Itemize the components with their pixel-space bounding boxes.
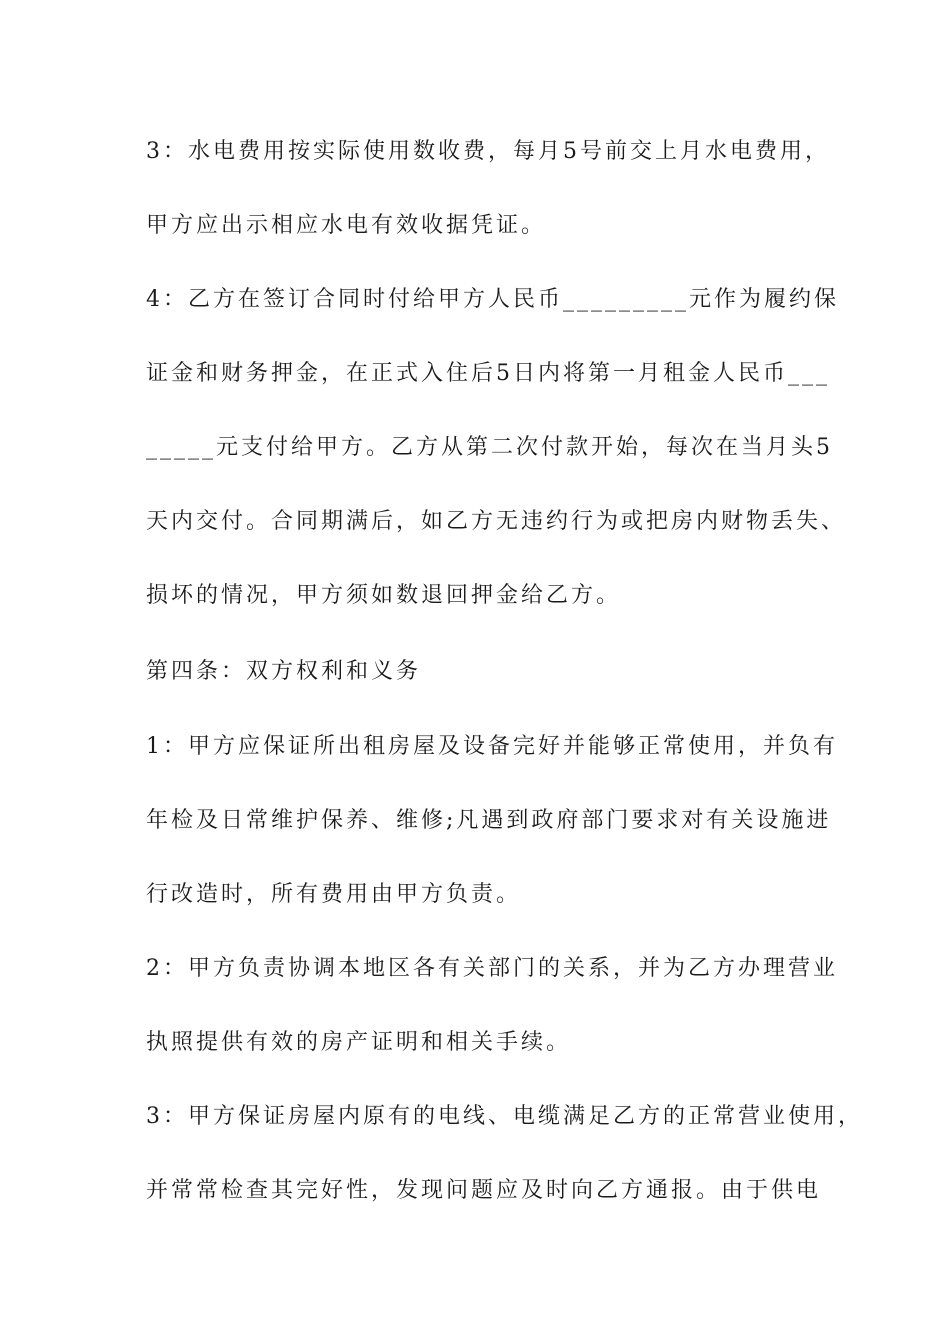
text-line: _____元支付给甲方。乙方从第二次付款开始，每次在当月头5 xyxy=(146,435,833,460)
text-line: 3：甲方保证房屋内原有的电线、电缆满足乙方的正常营业使用， xyxy=(146,1104,863,1129)
text-line: 并常常检查其完好性，发现问题应及时向乙方通报。由于供电 xyxy=(146,1178,822,1203)
text-line: 执照提供有效的房产证明和相关手续。 xyxy=(146,1030,572,1055)
text-line: 甲方应出示相应水电有效收据凭证。 xyxy=(146,213,547,238)
text-line: 证金和财务押金，在正式入住后5日内将第一月租金人民币___ xyxy=(146,361,830,386)
text-line: 3：水电费用按实际使用数收费，每月5号前交上月水电费用， xyxy=(146,139,830,164)
section-heading: 第四条：双方权利和义务 xyxy=(146,659,422,684)
text-line: 4：乙方在签订合同时付给甲方人民币_________元作为履约保 xyxy=(146,287,839,312)
text-line: 年检及日常维护保养、维修;凡遇到政府部门要求对有关设施进 xyxy=(146,808,832,833)
text-line: 天内交付。合同期满后，如乙方无违约行为或把房内财物丢失、 xyxy=(146,509,847,534)
text-line: 2：甲方负责协调本地区各有关部门的关系，并为乙方办理营业 xyxy=(146,956,838,981)
text-line: 1：甲方应保证所出租房屋及设备完好并能够正常使用，并负有 xyxy=(146,734,838,759)
text-line: 损坏的情况，甲方须如数退回押金给乙方。 xyxy=(146,583,622,608)
text-line: 行改造时，所有费用由甲方负责。 xyxy=(146,882,522,907)
